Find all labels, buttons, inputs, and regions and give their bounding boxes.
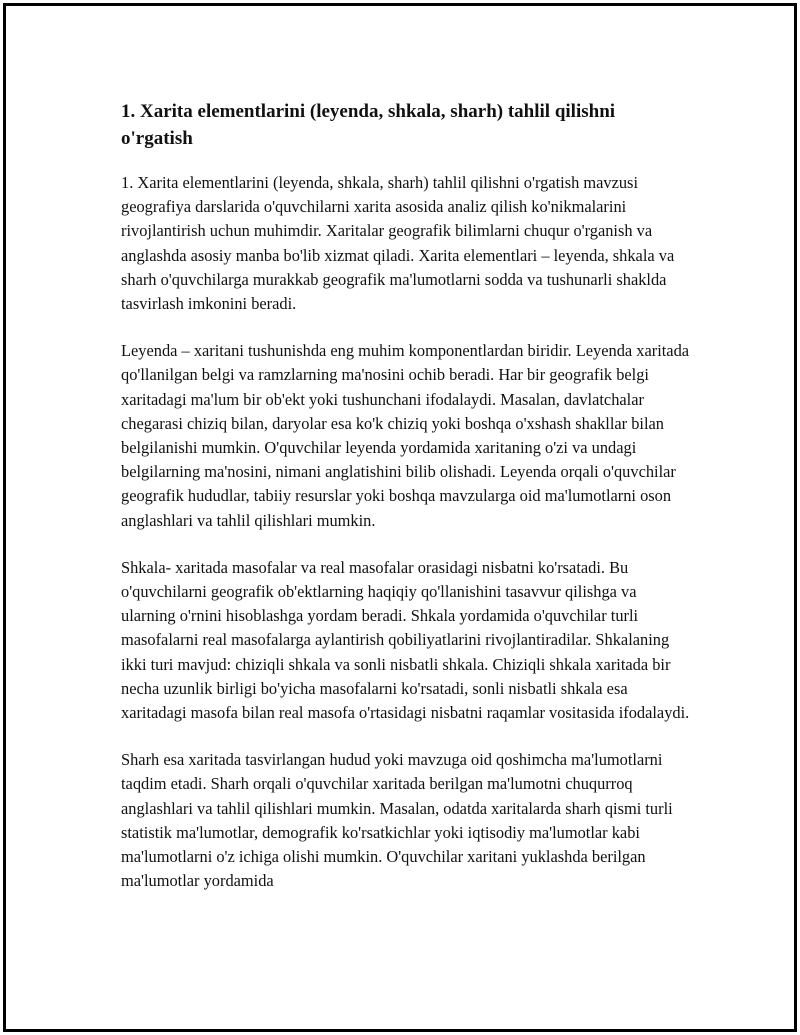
- section-title: 1. Xarita elementlarini (leyenda, shkala, sharh) tahlil qilishni o'rgatish: [121, 101, 616, 149]
- document-body: [121, 98, 691, 916]
- paragraph-leyenda: Leyenda – xaritani tushunishda eng muhim komponentlardan biridir. Leyenda xaritada qo'llanilgan belgi va ramzlarning ma'nosini ochib beradi. Har bir geografik belgi xaritadagi ma'lum bir ob'ekt yoki tushunchani ifodalaydi. Masalan, davlatchalar chegarasi chiziq bilan, daryolar esa ko'k chiziq yoki boshqa o'xshash shakllar bilan belgilanishi mumkin. O'quvchilar leyenda yordamida xaritaning o'zi va undagi belgilarning ma'nosini, nimani anglatishini bilib olishadi. Leyenda orqali o'quvchilar geografik hududlar, tabiiy resurslar yoki boshqa mavzularga oid ma'lumotlarni oson anglashlari va tahlil qilishlari mumkin.: [121, 341, 690, 530]
- paragraph-sharh: Sharh esa xaritada tasvirlangan hudud yoki mavzuga oid qoshimcha ma'lumotlarni taqdim etadi. Sharh orqali o'quvchilar xaritada berilgan ma'lumotni chuqurroq anglashlari va tahlil qilishlari mumkin. Masalan, odatda xaritalarda sharh qismi turli statistik ma'lumotlar, demografik ko'rsatkichlar yoki iqtisodiy ma'lumotlar kabi ma'lumotlarni o'z ichiga olishi mumkin. O'quvchilar xaritani yuklashda berilgan ma'lumotlar yordamida: [121, 750, 673, 891]
- paragraph-shkala: Shkala- xaritada masofalar va real masofalar orasidagi nisbatni ko'rsatadi. Bu o'quvchilarni geografik ob'ektlarning haqiqiy qo'llanishini tasavvur qilishga va ularning o'rnini hisoblashga yordam beradi. Shkala yordamida o'quvchilar turli masofalarni real masofalarga aylantirish qobiliyatlarini rivojlantiradilar. Shkalaning ikki turi mavjud: chiziqli shkala va sonli nisbatli shkala. Chiziqli shkala xaritada bir necha uzunlik birligi bo'yicha masofalarni ko'rsatadi, sonli nisbatli shkala esa xaritadagi masofa bilan real masofa o'rtasidagi nisbatni raqamlar vositasida ifodalaydi.: [121, 557, 690, 723]
- document-page: [3, 3, 797, 1032]
- paragraph-intro: 1. Xarita elementlarini (leyenda, shkala, sharh) tahlil qilishni o'rgatish mavzusi geografiya darslarida o'quvchilarni xarita asosida analiz qilish ko'nikmalarini rivojlantirish uchun muhimdir. Xaritalar geografik bilimlarni chuqur o'rganish va anglashda asosiy manba bo'lib xizmat qiladi. Xarita elementlari – leyenda, shkala va sharh o'quvchilarga murakkab geografik ma'lumotlarni sodda va tushunarli shaklda tasvirlash imkonini beradi.: [121, 173, 675, 314]
